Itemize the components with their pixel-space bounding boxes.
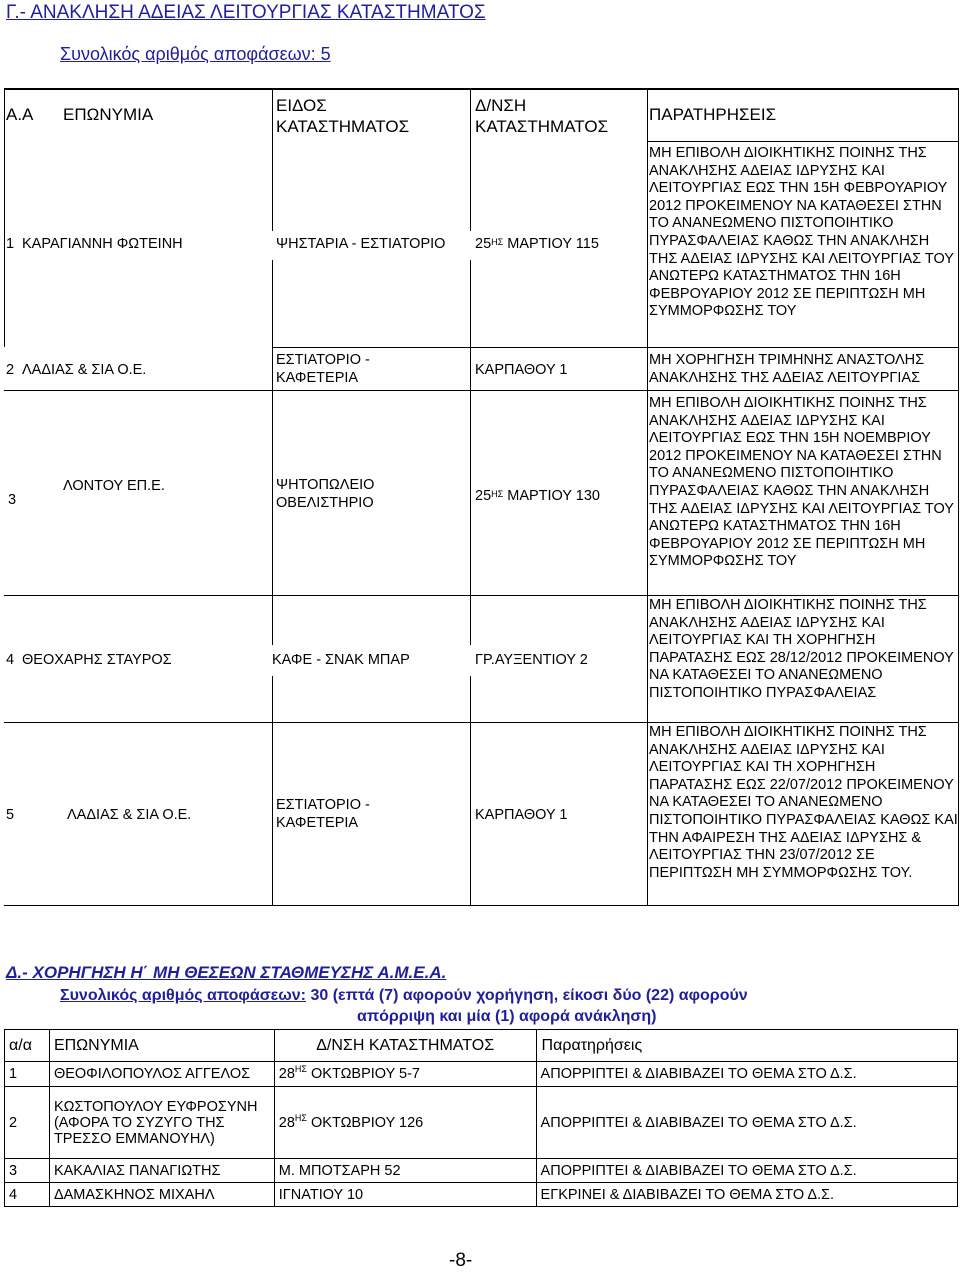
table-row: [5, 1159, 958, 1183]
section-d-title: Δ.- ΧΟΡΗΓΗΣΗ Η΄ ΜΗ ΘΕΣΕΩΝ ΣΤΑΘΜΕΥΣΗΣ Α.Μ.Ε.Α.: [6, 963, 447, 982]
row-remark: ΑΠΟΡΡΙΠΤΕΙ & ΔΙΑΒΙΒΑΖΕΙ ΤΟ ΘΕΜΑ ΣΤΟ Δ.Σ.: [536, 1087, 957, 1159]
table-row: [5, 1087, 958, 1159]
row-remark: ΜΗ ΕΠΙΒΟΛΗ ΔΙΟΙΚΗΤΙΚΗΣ ΠΟΙΝΗΣ ΤΗΣ ΑΝΑΚΛΗΣΗΣ ΑΔΕΙΑΣ ΙΔΡΥΣΗΣ ΚΑΙ ΛΕΙΤΟΥΡΓΙΑΣ ΕΩΣ ΤΗΝ 15Η ΝΟΕΜΒΡΙΟΥ 2012 ΠΡΟΚΕΙΜΕΝΟΥ ΝΑ ΚΑΤΑΘΕΣΕΙ ΣΤΗΝ ΤΟ ΑΝΑΝΕΩΜΕΝΟ ΠΙΣΤΟΠΟΙΗΤΙΚΟ ΠΥΡΑΣΦΑΛΕΙΑΣ ΚΑΘΩΣ ΤΗΝ ΑΝΑΚΛΗΣΗ ΤΗΣ ΑΔΕΙΑΣ ΙΔΡΥΣΗΣ ΚΑΙ ΛΕΙΤΟΥΡΓΙΑΣ ΤΟΥ ΑΝΩΤΕΡΩ ΚΑΤΑΣΤΗΜΑΤΟΣ ΤΗΝ 16Η ΦΕΒΡΟΥΑΡΙΟΥ 2012 ΣΕ ΠΕΡΙΠΤΩΣΗ ΜΗ ΣΥΜΜΟΡΦΩΣΗΣ ΤΟΥ: [649, 395, 954, 570]
row-remark: ΑΠΟΡΡΙΠΤΕΙ & ΔΙΑΒΙΒΑΖΕΙ ΤΟ ΘΕΜΑ ΣΤΟ Δ.Σ.: [536, 1062, 957, 1087]
vline: [647, 88, 648, 905]
row-addr: $28^{H\Sigma}$ ΟΚΤΩΒΡΙΟΥ 126: [274, 1087, 536, 1159]
col-header-addr: Δ/ΝΣΗ ΚΑΤΑΣΤΗΜΑΤΟΣ: [274, 1030, 536, 1062]
row-aa: 4: [6, 652, 15, 668]
row-divider: [4, 595, 959, 596]
col-header-addr: Δ/ΝΣΗ ΚΑΤΑΣΤΗΜΑΤΟΣ: [475, 96, 609, 136]
vline: [470, 676, 471, 905]
row-remark: ΕΓΚΡΙΝΕΙ & ΔΙΑΒΙΒΑΖΕΙ ΤΟ ΘΕΜΑ ΣΤΟ Δ.Σ.: [536, 1183, 957, 1207]
row-addr: $28^{H\Sigma}$ ΟΚΤΩΒΡΙΟΥ 5-7: [274, 1062, 536, 1087]
row-name: ΚΑΚΑΛΙΑΣ ΠΑΝΑΓΙΩΤΗΣ: [49, 1159, 274, 1183]
row-addr: ΚΑΡΠΑΘΟΥ 1: [475, 362, 568, 378]
row-aa: 1: [6, 236, 15, 252]
vline: [958, 88, 959, 905]
row-type: ΨΗΣΤΑΡΙΑ - ΕΣΤΙΑΤΟΡΙΟ: [276, 236, 446, 252]
row-addr: ΚΑΡΠΑΘΟΥ 1: [475, 807, 568, 823]
vline: [470, 88, 471, 231]
row-addr: Μ. ΜΠΟΤΣΑΡΗ 52: [274, 1159, 536, 1183]
row-remark: ΜΗ ΕΠΙΒΟΛΗ ΔΙΟΙΚΗΤΙΚΗΣ ΠΟΙΝΗΣ ΤΗΣ ΑΝΑΚΛΗΣΗΣ ΑΔΕΙΑΣ ΙΔΡΥΣΗΣ ΚΑΙ ΛΕΙΤΟΥΡΓΙΑΣ ΕΩΣ ΤΗΝ 15Η ΦΕΒΡΟΥΑΡΙΟΥ 2012 ΠΡΟΚΕΙΜΕΝΟΥ ΝΑ ΚΑΤΑΘΕΣΕΙ ΣΤΗΝ ΤΟ ΑΝΑΝΕΩΜΕΝΟ ΠΙΣΤΟΠΟΙΗΤΙΚΟ ΠΥΡΑΣΦΑΛΕΙΑΣ ΚΑΘΩΣ ΤΗΝ ΑΝΑΚΛΗΣΗ ΤΗΣ ΑΔΕΙΑΣ ΙΔΡΥΣΗΣ ΚΑΙ ΛΕΙΤΟΥΡΓΙΑΣ ΤΟΥ ΑΝΩΤΕΡΩ ΚΑΤΑΣΤΗΜΑΤΟΣ ΤΗΝ 16Η ΦΕΒΡΟΥΑΡΙΟΥ 2012 ΣΕ ΠΕΡΙΠΤΩΣΗ ΜΗ ΣΥΜΜΟΡΦΩΣΗΣ ΤΟΥ: [649, 145, 954, 320]
section-g-title: [6, 2, 486, 24]
col-header-aa: Α.Α: [6, 105, 34, 124]
col-header-remarks: ΠΑΡΑΤΗΡΗΣΕΙΣ: [649, 105, 777, 124]
row-remark: ΜΗ ΕΠΙΒΟΛΗ ΔΙΟΙΚΗΤΙΚΗΣ ΠΟΙΝΗΣ ΤΗΣ ΑΝΑΚΛΗΣΗΣ ΑΔΕΙΑΣ ΙΔΡΥΣΗΣ ΚΑΙ ΛΕΙΤΟΥΡΓΙΑΣ ΚΑΙ ΤΗ ΧΟΡΗΓΗΣΗ ΠΑΡΑΤΑΣΗΣ ΕΩΣ 28/12/2012 ΠΡΟΚΕΙΜΕΝΟΥ ΝΑ ΚΑΤΑΘΕΣΕΙ ΤΟ ΑΝΑΝΕΩΜΕΝΟ ΠΙΣΤΟΠΟΙΗΤΙΚΟ ΠΥΡΑΣΦΑΛΕΙΑΣ: [649, 597, 954, 701]
table-header-row: [5, 1030, 958, 1062]
row-type: ΕΣΤΙΑΤΟΡΙΟ - ΚΑΦΕΤΕΡΙΑ: [276, 797, 370, 831]
page-number: -8-: [449, 1250, 473, 1271]
row-aa: 3: [8, 492, 17, 508]
row-aa: 4: [5, 1183, 50, 1207]
row-name: ΚΑΡΑΓΙΑΝΝΗ ΦΩΤΕΙΝΗ: [22, 236, 183, 252]
vline: [272, 676, 273, 905]
section-d-count-line2: απόρριψη και μία (1) αφορά ανάκληση): [357, 1008, 657, 1025]
col-header-name: ΕΠΩΝΥΜΙΑ: [63, 105, 154, 124]
row-name: ΔΑΜΑΣΚΗΝΟΣ ΜΙΧΑΗΛ: [49, 1183, 274, 1207]
table-bottom-border: [4, 905, 959, 906]
row-name: ΘΕΟΧΑΡΗΣ ΣΤΑΥΡΟΣ: [22, 652, 172, 668]
table-top-border: [4, 88, 959, 90]
row-addr: ΓΡ.ΑΥΞΕΝΤΙΟΥ 2: [475, 652, 588, 668]
row-name: ΚΩΣΤΟΠΟΥΛΟΥ ΕΥΦΡΟΣΥΝΗ (ΑΦΟΡΑ ΤΟ ΣΥΖΥΓΟ ΤΗΣ ΤΡΕΣΣΟ ΕΜΜΑΝΟΥΗΛ): [49, 1087, 274, 1159]
col-header-type: ΕΙΔΟΣ ΚΑΤΑΣΤΗΜΑΤΟΣ: [276, 96, 410, 136]
row-remark: ΜΗ ΧΟΡΗΓΗΣΗ ΤΡΙΜΗΝΗΣ ΑΝΑΣΤΟΛΗΣ ΑΝΑΚΛΗΣΗΣ ΤΗΣ ΑΔΕΙΑΣ ΛΕΙΤΟΥΡΓΙΑΣ: [649, 352, 925, 386]
row-type: ΕΣΤΙΑΤΟΡΙΟ - ΚΑΦΕΤΕΡΙΑ: [276, 352, 370, 386]
row-aa: 5: [6, 807, 15, 823]
row-name: ΛΑΔΙΑΣ & ΣΙΑ Ο.Ε.: [22, 362, 147, 378]
section-g-count: Συνολικός αριθμός αποφάσεων: 5: [60, 44, 331, 64]
row-aa: 3: [5, 1159, 50, 1183]
row-addr: ΙΓΝΑΤΙΟΥ 10: [274, 1183, 536, 1207]
row-name: ΛΑΔΙΑΣ & ΣΙΑ Ο.Ε.: [67, 807, 192, 823]
table-row: [5, 1062, 958, 1087]
section-d-table: [4, 1029, 958, 1207]
row-divider: [4, 722, 959, 723]
row-addr: $25^{H\Sigma}$ ΜΑΡΤΙΟΥ 115: [475, 236, 599, 252]
vline: [470, 260, 471, 645]
row-addr: $25^{H\Sigma}$ ΜΑΡΤΙΟΥ 130: [475, 488, 600, 504]
row-aa: 2: [5, 1087, 50, 1159]
row-divider: [272, 347, 959, 348]
section-g-title-text: Γ.- ΑΝΑΚΛΗΣΗ ΑΔΕΙΑΣ ΛΕΙΤΟΥΡΓΙΑΣ ΚΑΤΑΣΤΗΜΑΤΟΣ: [6, 2, 486, 23]
col-header-name: ΕΠΩΝΥΜΙΑ: [49, 1030, 274, 1062]
row-type: ΨΗΤΟΠΩΛΕΙΟ ΟΒΕΛΙΣΤΗΡΙΟ: [276, 477, 375, 511]
row-name: ΘΕΟΦΙΛΟΠΟΥΛΟΣ ΑΓΓΕΛΟΣ: [49, 1062, 274, 1087]
section-d-count-label: Συνολικός αριθμός αποφάσεων:: [60, 987, 306, 1004]
table-row: [5, 1183, 958, 1207]
section-d-count-value: 30 (επτά (7) αφορούν χορήγηση, είκοσι δύο (22) αφορούν: [306, 987, 748, 1004]
row-name: ΛΟΝΤΟΥ ΕΠ.Ε.: [63, 478, 165, 494]
col-header-aa: α/α: [5, 1030, 50, 1062]
vline: [272, 88, 273, 231]
row-aa: 1: [5, 1062, 50, 1087]
row-remark: ΜΗ ΕΠΙΒΟΛΗ ΔΙΟΙΚΗΤΙΚΗΣ ΠΟΙΝΗΣ ΤΗΣ ΑΝΑΚΛΗΣΗΣ ΑΔΕΙΑΣ ΙΔΡΥΣΗΣ ΚΑΙ ΛΕΙΤΟΥΡΓΙΑΣ ΚΑΙ ΤΗ ΧΟΡΗΓΗΣΗ ΠΑΡΑΤΑΣΗΣ ΕΩΣ 22/07/2012 ΠΡΟΚΕΙΜΕΝΟΥ ΝΑ ΚΑΤΑΘΕΣΕΙ ΤΟ ΑΝΑΝΕΩΜΕΝΟ ΠΙΣΤΟΠΟΙΗΤΙΚΟ ΠΥΡΑΣΦΑΛΕΙΑΣ ΚΑΘΩΣ ΚΑΙ ΤΗΝ ΑΦΑΙΡΕΣΗ ΤΗΣ ΑΔΕΙΑΣ ΙΔΡΥΣΗΣ & ΛΕΙΤΟΥΡΓΙΑΣ ΤΗΝ 23/07/2012 ΣΕ ΠΕΡΙΠΤΩΣΗ ΜΗ ΣΥΜΜΟΡΦΩΣΗΣ ΤΟΥ.: [649, 724, 958, 881]
row-divider: [4, 390, 959, 391]
header-divider: [647, 141, 959, 142]
section-d-count: [60, 987, 748, 1005]
row-type: ΚΑΦΕ - ΣΝΑΚ ΜΠΑΡ: [272, 652, 410, 668]
vline: [272, 260, 273, 645]
row-aa: 2: [6, 362, 15, 378]
col-header-remarks: Παρατηρήσεις: [536, 1030, 957, 1062]
row-remark: ΑΠΟΡΡΙΠΤΕΙ & ΔΙΑΒΙΒΑΖΕΙ ΤΟ ΘΕΜΑ ΣΤΟ Δ.Σ.: [536, 1159, 957, 1183]
vline: [4, 88, 5, 347]
